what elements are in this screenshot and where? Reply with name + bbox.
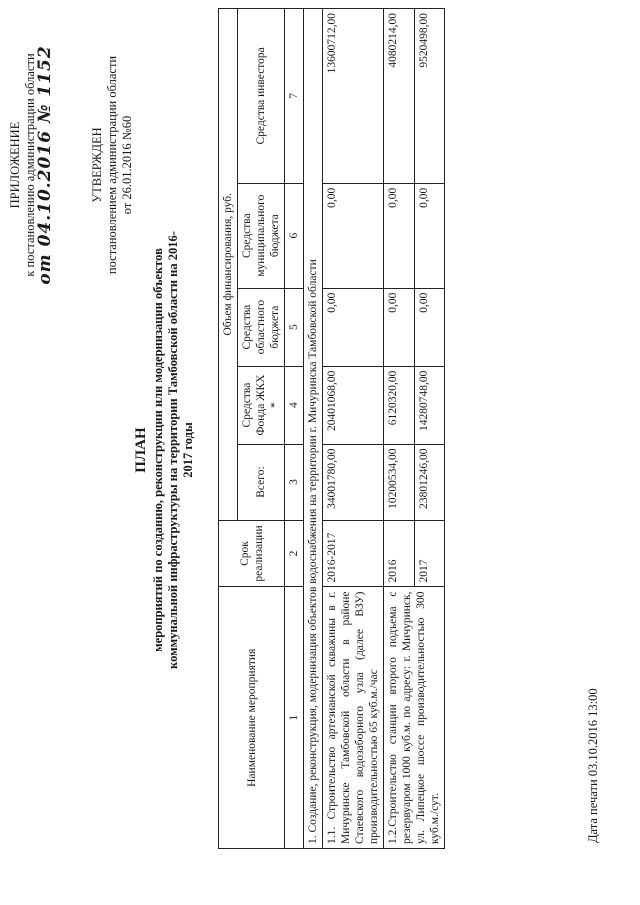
header-term: Срок реализации	[219, 520, 285, 587]
row-investor: 4080214,00	[384, 9, 415, 184]
row-total: 10200534,00	[384, 444, 415, 520]
column-number-row	[285, 9, 304, 849]
header-name: Наименование мероприятия	[219, 587, 285, 849]
handwritten-resolution-ref: от 04.10.2016 № 1152	[35, 45, 55, 285]
column-number: 1	[285, 587, 304, 849]
approved-line-1: постановлением администрации области	[105, 55, 119, 275]
approved-line-2: от 26.01.2016 №60	[120, 115, 134, 215]
document-title-line-1: мероприятий по созданию, реконструкции или модернизации объектов	[151, 248, 165, 652]
row-regional: 0,00	[384, 288, 415, 366]
row-term: 2016	[384, 520, 415, 587]
row-investor: 9520498,00	[414, 9, 445, 184]
row-regional: 0,00	[323, 288, 384, 366]
row-regional: 0,00	[414, 288, 445, 366]
header-total: Всего:	[238, 444, 285, 520]
row-term: 2016-2017	[323, 520, 384, 587]
section-title: 1. Создание, реконструкция, модернизация объектов водоснабжения на территории г. Мичуринска Тамбовской области	[304, 9, 323, 849]
row-name: 1.1. Строительство артезианской скважины в г. Мичуринске Тамбовской области в районе Стаевского водозаборного узла (далее ВЗУ) производительностью 65 куб.м./час	[323, 587, 384, 849]
row-name: 1.2.Строительство станции второго подъема с резервуаром 1000 куб.м. по адресу: г. Мичуринск, ул. Липецкое шоссе производительностью 300 куб.м./сут.	[384, 587, 445, 849]
row-municipal: 0,00	[384, 183, 415, 288]
row-fund: 20401068,00	[323, 366, 384, 444]
column-number: 3	[285, 444, 304, 520]
document-title	[134, 225, 196, 675]
appendix-title: ПРИЛОЖЕНИЕ	[8, 121, 22, 209]
column-number: 4	[285, 366, 304, 444]
document-title-line-2: коммунальной инфраструктуры на территории Тамбовской области на 2016-2017 годы	[166, 231, 195, 669]
print-date: Дата печати 03.10.2016 13:00	[586, 688, 600, 843]
row-fund: 14280748,00	[414, 366, 445, 444]
row-investor: 13600712,00	[323, 9, 384, 184]
row-municipal: 0,00	[414, 183, 445, 288]
row-fund: 6120320,00	[384, 366, 415, 444]
table-row	[384, 9, 415, 849]
row-total: 34001780,00	[323, 444, 384, 520]
header-volume: Объем финансирования, руб.	[219, 9, 238, 521]
row-total: 23801246,00	[414, 444, 445, 520]
header-fund: Средства Фонда ЖКХ *	[238, 366, 285, 444]
header-regional: Средства областного бюджета	[238, 288, 285, 366]
column-number: 7	[285, 9, 304, 184]
section-row	[304, 9, 323, 849]
column-number: 2	[285, 520, 304, 587]
column-number: 6	[285, 183, 304, 288]
row-term: 2017	[414, 520, 445, 587]
header-investor: Средства инвестора	[238, 9, 285, 184]
header-municipal: Средства муниципального бюджета	[238, 183, 285, 288]
table-row	[323, 9, 384, 849]
document-title-main: ПЛАН	[133, 427, 149, 473]
approved-title: УТВЕРЖДЕН	[90, 127, 104, 203]
appendix-resolution: к постановлению администрации области	[23, 53, 37, 277]
appendix-block	[8, 0, 53, 330]
row-municipal: 0,00	[323, 183, 384, 288]
column-number: 5	[285, 288, 304, 366]
plan-table	[218, 8, 445, 849]
table-header-row	[219, 9, 238, 849]
approved-block	[90, 0, 135, 330]
